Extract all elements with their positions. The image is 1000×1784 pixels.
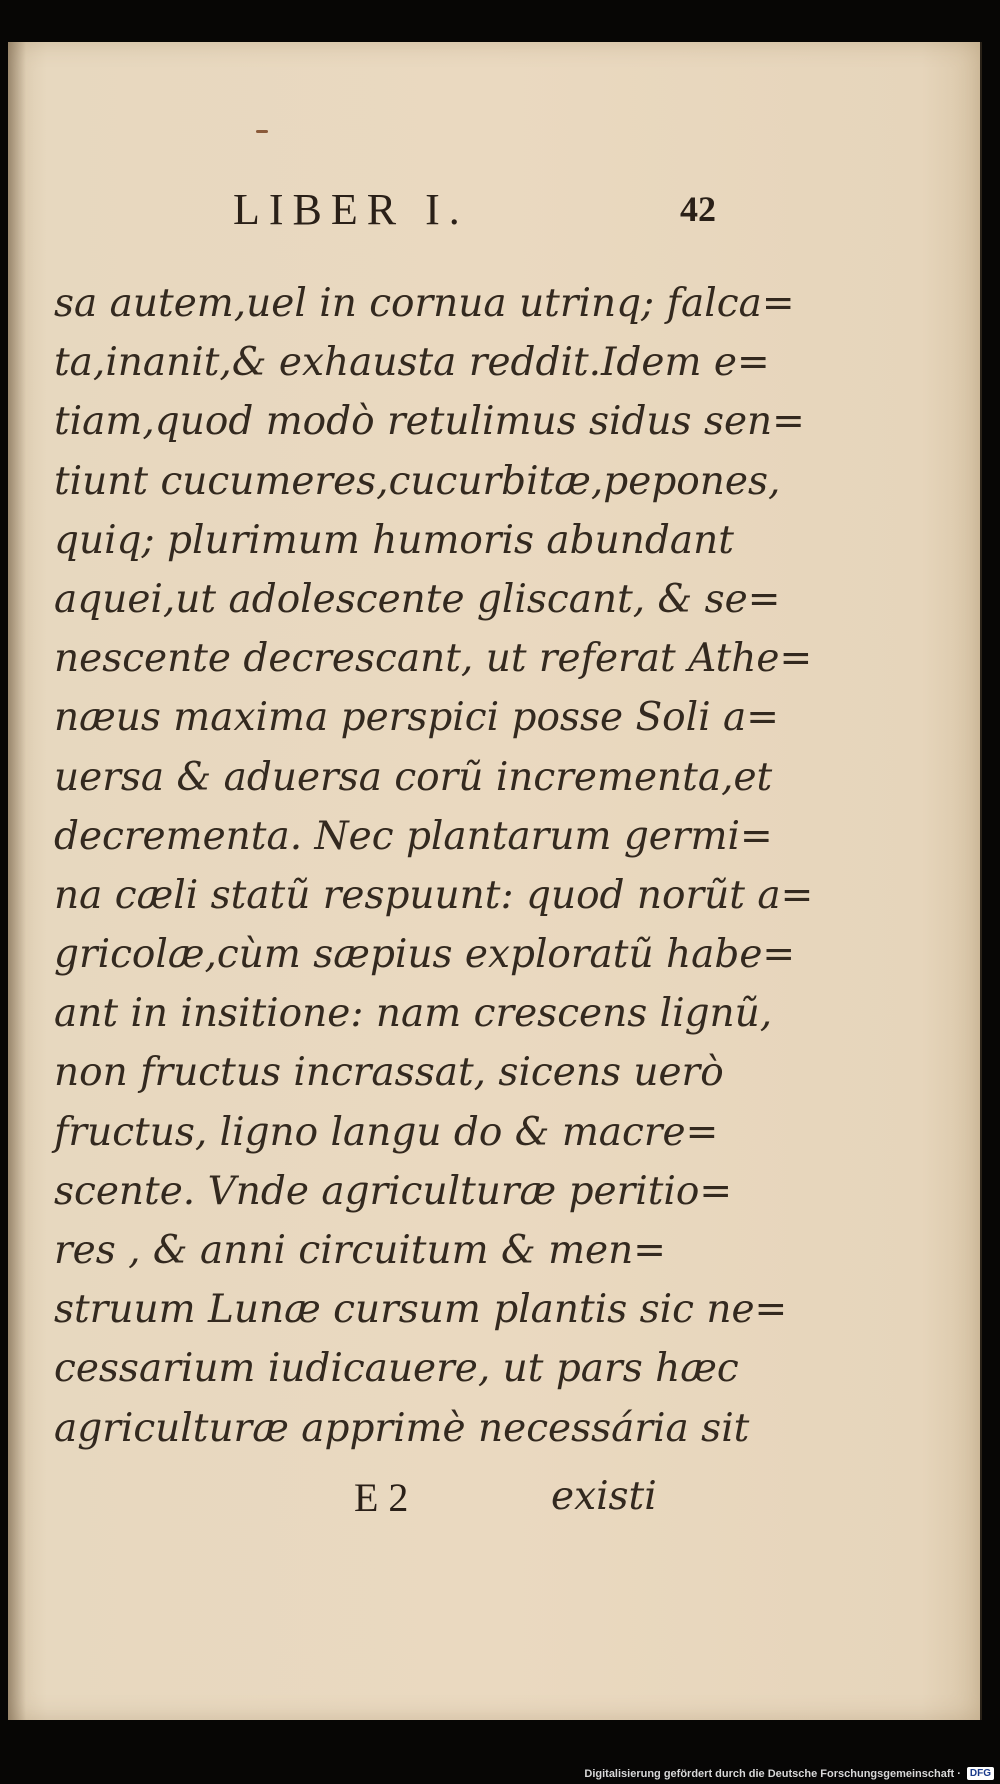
credit-text: Digitalisierung gefördert durch die Deutsche Forschungsgemeinschaft · — [584, 1767, 961, 1780]
folio-number: 42 — [680, 189, 716, 229]
text-line: aquei,ut adolescente gliscant, & se= — [54, 576, 781, 622]
text-line: tiam,quod modò retulimus sidus sen= — [54, 399, 805, 445]
text-line: struum Lunæ cursum plantis sic ne= — [54, 1287, 788, 1333]
text-line: decrementa. Nec plantarum germi= — [54, 813, 773, 859]
text-line: quiq; plurimum humoris abundant — [54, 517, 734, 563]
text-line: agriculturæ apprimè necessária sit — [54, 1405, 750, 1451]
text-line: scente. Vnde agriculturæ peritio= — [54, 1168, 733, 1214]
ink-speck — [256, 130, 268, 133]
page-footer — [8, 1474, 980, 1524]
text-line: nescente decrescant, ut referat Athe= — [54, 636, 813, 682]
catchword: existi — [551, 1474, 657, 1519]
digitization-credit — [584, 1767, 994, 1780]
text-line: ta,inanit,& exhausta reddit.Idem e= — [54, 340, 770, 386]
text-line: tiunt cucumeres,cucurbitæ,pepones, — [54, 458, 781, 504]
text-line: ant in insitione: nam crescens lignũ, — [54, 991, 773, 1037]
text-line: næus maxima perspici posse Soli a= — [54, 695, 779, 741]
text-line: gricolæ,cùm sæpius exploratũ habe= — [54, 932, 796, 978]
text-line: na cæli statũ respuunt: quod norũt a= — [54, 872, 814, 918]
page-header — [8, 184, 980, 244]
text-line: sa autem,uel in cornua utrinq; falca= — [54, 281, 795, 326]
book-page — [8, 42, 982, 1720]
signature-mark: E 2 — [354, 1475, 409, 1520]
text-line: uersa & aduersa corũ incrementa,et — [54, 754, 773, 800]
dfg-logo-icon: DFG — [967, 1767, 994, 1780]
text-line: fructus, ligno langu do & macre= — [54, 1109, 719, 1155]
text-line: res , & anni circuitum & men= — [54, 1228, 666, 1273]
text-line: non fructus incrassat, sicens uerò — [54, 1050, 724, 1096]
text-line: cessarium iudicauere, ut pars hæc — [54, 1346, 739, 1392]
body-text — [54, 274, 814, 1458]
running-title: LIBER I. — [233, 185, 469, 234]
